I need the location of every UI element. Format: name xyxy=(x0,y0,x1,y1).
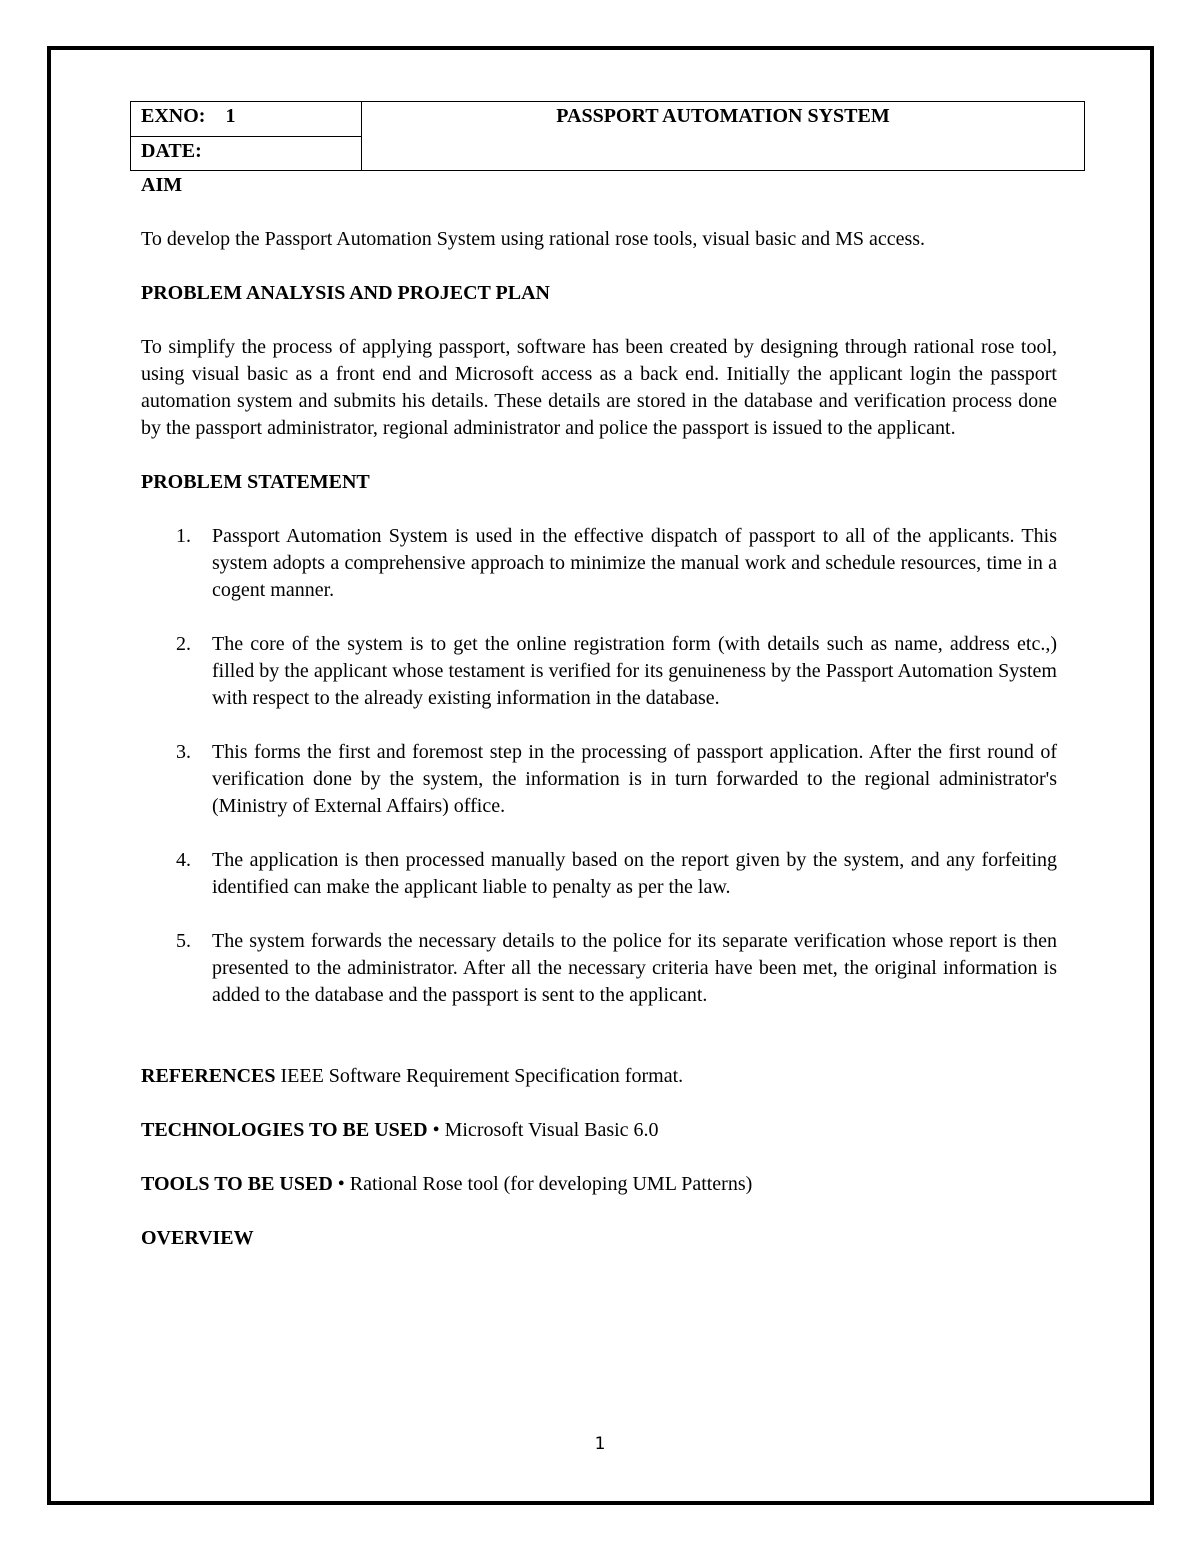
header-table xyxy=(130,101,1085,171)
date-label: DATE: xyxy=(141,139,202,162)
exno-value: 1 xyxy=(225,105,236,127)
list-item-number: 3. xyxy=(176,741,191,763)
list-item-number: 5. xyxy=(176,930,191,952)
list-item-number: 2. xyxy=(176,633,191,655)
aim-text: To develop the Passport Automation System using rational rose tools, visual basic and MS access. xyxy=(141,228,926,250)
problem-statement-list xyxy=(141,523,1057,1009)
list-item-number: 1. xyxy=(176,525,191,547)
problem-analysis-text: To simplify the process of applying passport, software has been created by designing through rational rose tool, using visual basic as a front end and Microsoft access as a back end. Initially the applicant login the passport automation system and submits his details. These details are stored in the database and verification process done by the passport administrator, regional administrator and police the passport is issued to the applicant. xyxy=(141,336,1057,439)
technologies-line xyxy=(141,1117,1057,1144)
list-item xyxy=(141,928,1057,1009)
list-item-text: The application is then processed manually based on the report given by the system, and any forfeiting identified can make the applicant liable to penalty as per the law. xyxy=(212,849,1057,898)
list-item xyxy=(141,847,1057,901)
technologies-label: TECHNOLOGIES TO BE USED xyxy=(141,1119,428,1141)
list-item-text: This forms the first and foremost step in the processing of passport application. After the first round of verification done by the system, the information is in turn forwarded to the regional administrator's (Ministry of External Affairs) office. xyxy=(212,741,1057,817)
document-body xyxy=(141,172,1057,1252)
references-line xyxy=(141,1063,1057,1090)
list-item-text: The system forwards the necessary details to the police for its separate verification whose report is then presented to the administrator. After all the necessary criteria have been met, the original information is added to the database and the passport is sent to the applicant. xyxy=(212,930,1057,1006)
list-item-text: The core of the system is to get the online registration form (with details such as name, address etc.,) filled by the applicant whose testament is verified for its genuineness by the Passport Automation System with respect to the already existing information in the database. xyxy=(212,633,1057,709)
tools-text: • Rational Rose tool (for developing UML Patterns) xyxy=(337,1173,753,1195)
exno-cell xyxy=(131,102,362,137)
problem-statement-heading: PROBLEM STATEMENT xyxy=(141,471,370,493)
references-label: REFERENCES xyxy=(141,1065,276,1087)
technologies-text: • Microsoft Visual Basic 6.0 xyxy=(432,1119,659,1141)
list-item-text: Passport Automation System is used in the effective dispatch of passport to all of the applicants. This system adopts a comprehensive approach to minimize the manual work and schedule resources, time in a cogent manner. xyxy=(212,525,1057,601)
references-text: IEEE Software Requirement Specification format. xyxy=(280,1065,684,1087)
list-item xyxy=(141,523,1057,604)
list-item xyxy=(141,631,1057,712)
problem-analysis-heading: PROBLEM ANALYSIS AND PROJECT PLAN xyxy=(141,282,550,304)
page-number: 1 xyxy=(594,1434,606,1454)
aim-heading: AIM xyxy=(141,174,183,196)
list-item-number: 4. xyxy=(176,849,191,871)
exno-label: EXNO: xyxy=(141,105,206,127)
tools-label: TOOLS TO BE USED xyxy=(141,1173,333,1195)
date-cell xyxy=(131,136,362,171)
overview-heading: OVERVIEW xyxy=(141,1227,254,1249)
document-title: PASSPORT AUTOMATION SYSTEM xyxy=(362,102,1085,171)
tools-line xyxy=(141,1171,1057,1198)
list-item xyxy=(141,739,1057,820)
